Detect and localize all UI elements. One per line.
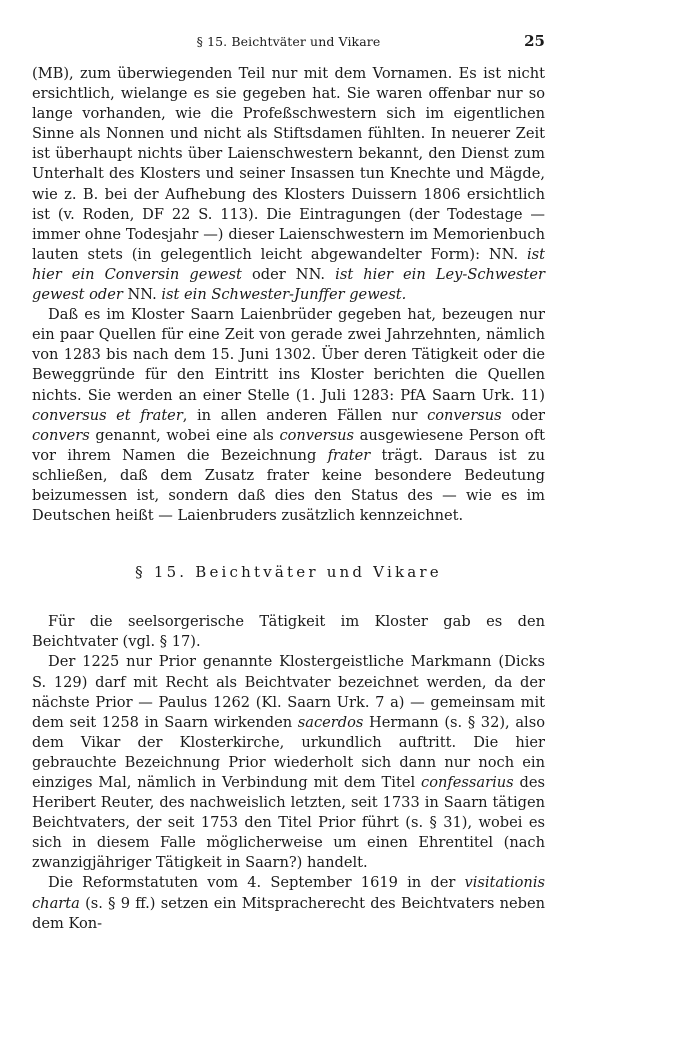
italic-run: frater (327, 446, 371, 464)
text-run: oder NN. (241, 265, 336, 283)
italic-run: conversus (427, 406, 502, 424)
section-heading: § 15. Beichtväter und Vikare (135, 563, 442, 582)
text-run: NN. (122, 286, 162, 304)
text-run: (s. § 9 ff.) setzen ein Mitspracherecht des Beichtvaters neben dem Kon- (32, 894, 545, 932)
italic-run: convers (32, 426, 90, 444)
italic-run: ist hier ein Ley-Schwester gewest oder (32, 265, 545, 304)
body-text (32, 64, 545, 934)
text-run: trägt. Daraus ist zu schließen, daß dem Zusatz frater keine besondere Bedeutung beizumessen ist, sondern daß dies den Status des — wie es im Deutschen heißt — Laienbruders zusätzlich kennzeichnet. (32, 446, 545, 525)
text-run: Die Reformstatuten vom 4. September 1619 in der (48, 874, 465, 892)
paragraph-lay-brothers (32, 305, 545, 526)
text-run: oder (501, 406, 545, 424)
text-run: Der 1225 nur Prior genannte Klostergeistliche Markmann (Dicks S. 129) darf mit Recht als Beichtvater bezeichnet werden, da der nächste Prior — Paulus 1262 (Kl. Saarn Urk. 7 a) — gemeinsam mit dem seit 1258 in Saarn wirkenden (32, 653, 545, 731)
text-run: genannt, wobei eine als (89, 426, 280, 444)
italic-run: visitationis charta (32, 874, 545, 912)
text-run: ausgewiesene Person oft vor ihrem Namen die Bezeichnung (32, 426, 545, 464)
text-run: Hermann (s. § 32), also dem Vikar der Klosterkirche, urkundlich auftritt. Die hier gebrauchte Bezeichnung Prior wiederholt sich dann nur noch ein einziges Mal, nämlich in Verbindung mit dem Titel (32, 713, 545, 791)
paragraph-prior-markmann (32, 652, 545, 873)
italic-run: conversus (279, 426, 355, 444)
text-run: Daß es im Kloster Saarn Laienbrüder gegeben hat, bezeugen nur ein paar Quellen für eine Zeit von gerade zwei Jahrzehnten, nämlich von 1283 bis nach dem 15. Juni 1302. Über deren Tätigkeit oder die Beweggründe für den Eintritt ins Kloster berichten die Quellen nichts. Sie werden an einer Stelle (1. Juli 1283: PfA Saarn Urk. 11) (32, 306, 545, 404)
italic-run: conversus et frater (32, 406, 183, 424)
page-number: 25 (524, 32, 545, 50)
paragraph-pastoral-care (32, 612, 545, 652)
text-run: des Heribert Reuter, des nachweislich letzten, seit 1733 in Saarn tätigen Beichtvaters, der seit 1753 den Titel Prior führt (s. § 31), wobei es sich in diesem Falle möglicherweise um einen Ehrentitel (nach zwanzigjähriger Tätigkeit in Saarn?) handelt. (32, 774, 545, 872)
italic-run: ist hier ein Conversin gewest (32, 245, 545, 283)
running-head (32, 30, 545, 56)
italic-run: confessarius (421, 774, 514, 791)
text-run: Für die seelsorgerische Tätigkeit im Kloster gab es den Beichtvater (vgl. § 17). (32, 613, 545, 651)
italic-run: sacerdos (297, 713, 364, 731)
running-title: § 15. Beichtväter und Vikare (196, 34, 381, 49)
text-run: (MB), zum überwiegenden Teil nur mit dem Vornamen. Es ist nicht ersichtlich, wielange es sie gegeben hat. Sie waren offenbar nur so lange vorhanden, wie die Profeßschwestern sich im eigentlichen Sinne als Nonnen und nicht als Stiftsdamen fühlten. In neuerer Zeit ist überhaupt nichts über Laienschwestern bekannt, den Dienst zum Unterhalt des Klosters und seiner Insassen tun Knechte und Mägde, wie z. B. bei der Aufhebung des Klosters Duissern 1806 ersichtlich ist (v. Roden, DF 22 S. 113). Die Eintragungen (der Todestage — immer ohne Todesjahr —) dieser Laienschwestern im Memorienbuch lauten stets (in gelegentlich leicht abgewandelter Form): NN. (32, 65, 545, 263)
paragraph-lay-sisters (32, 64, 545, 305)
italic-run: ist ein Schwester-Junffer gewest. (161, 286, 407, 304)
paragraph-reform-statutes (32, 873, 545, 933)
book-page (32, 30, 545, 934)
text-run: , in allen anderen Fällen nur (182, 406, 428, 424)
